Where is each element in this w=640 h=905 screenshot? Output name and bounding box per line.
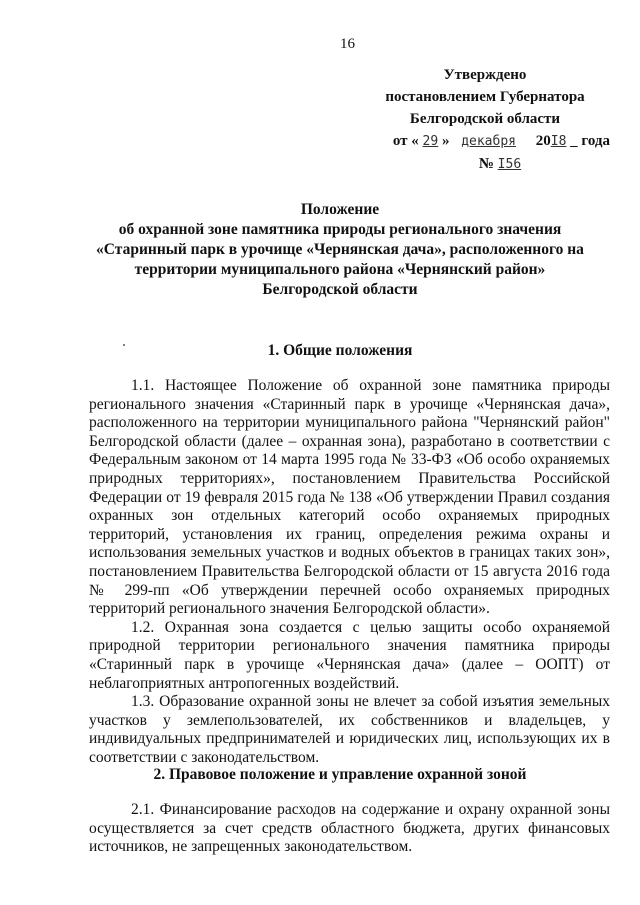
title-line-4: территории муниципального района «Чернянский район» xyxy=(134,261,546,278)
paragraph-2-1: 2.1. Финансирование расходов на содержание и охрану охранной зоны осуществляется за счет средств областного бюджета, других финансовых источников, не запрещенных законодательством. xyxy=(89,801,610,856)
section-2-heading: 2. Правовое положение и управление охранной зоной xyxy=(153,766,527,783)
section-1-body xyxy=(89,377,610,767)
paragraph-1-2: 1.2. Охранная зона создается с целью защиты особо охраняемой природной территории регионального значения памятника природы «Старинный парк в урочище «Чернянская дача» (далее – ООПТ) от неблагоприятных антропогенных воздействий. xyxy=(89,618,610,692)
approval-line-3: Белгородской области xyxy=(409,111,561,127)
year-suffix: I8 xyxy=(550,134,567,149)
section-2-body xyxy=(89,801,610,857)
year-word: года xyxy=(581,133,610,149)
approval-number-line xyxy=(360,153,610,176)
title-line-5: Белгородской области xyxy=(262,281,418,298)
open-quote: « xyxy=(411,133,419,149)
page-number: 16 xyxy=(340,36,355,52)
approval-line-2: постановлением Губернатора xyxy=(385,89,585,105)
document-number: I56 xyxy=(497,157,522,172)
section-1-heading: 1. Общие положения xyxy=(267,342,413,359)
document-title xyxy=(80,200,600,300)
approval-line-1: Утверждено xyxy=(443,67,527,83)
number-label: № xyxy=(478,156,494,172)
title-line-1: Положение xyxy=(300,201,380,218)
year-prefix: 20 xyxy=(535,133,551,149)
date-prefix: от xyxy=(392,133,408,149)
title-line-2: об охранной зоне памятника природы регионального значения xyxy=(118,221,562,238)
approval-date-line xyxy=(360,130,610,153)
close-quote: » xyxy=(441,133,450,149)
paragraph-1-3: 1.3. Образование охранной зоны не влечет за собой изъятия земельных участков у землепользователей, их собственников и владельцев, у индивидуальных предпринимателей и юридических лиц, использующих их в соответствии с законодательством. xyxy=(89,693,610,766)
date-month: декабря xyxy=(461,134,516,149)
title-line-3: «Старинный парк в урочище «Чернянская дача», расположенного на xyxy=(96,241,584,258)
approval-block xyxy=(360,64,610,176)
paragraph-1-1: 1.1. Настоящее Положение об охранной зоне памятника природы регионального значения «Старинный парк в урочище «Чернянская дача», расположенного на территории муниципального района "Чернянский район" Белгородской области (далее – охранная зона), разработано в соответствии с Федеральным законом от 14 марта 1995 года № 33-ФЗ «Об особо охраняемых природных территориях», постановлением Правительства Российской Федерации от 19 февраля 2015 года № 138 «Об утверждении Правил создания охранных зон отдельных категорий особо охраняемых природных территорий, установления их границ, определения режима охраны и использования земельных участков и водных объектов в границах таких зон», постановлением Правительства Белгородской области от 15 августа 2016 года № 299-пп «Об утверждении перечней особо охраняемых природных территорий регионального значения Белгородской области». xyxy=(89,377,610,618)
date-day: 29 xyxy=(422,134,439,149)
